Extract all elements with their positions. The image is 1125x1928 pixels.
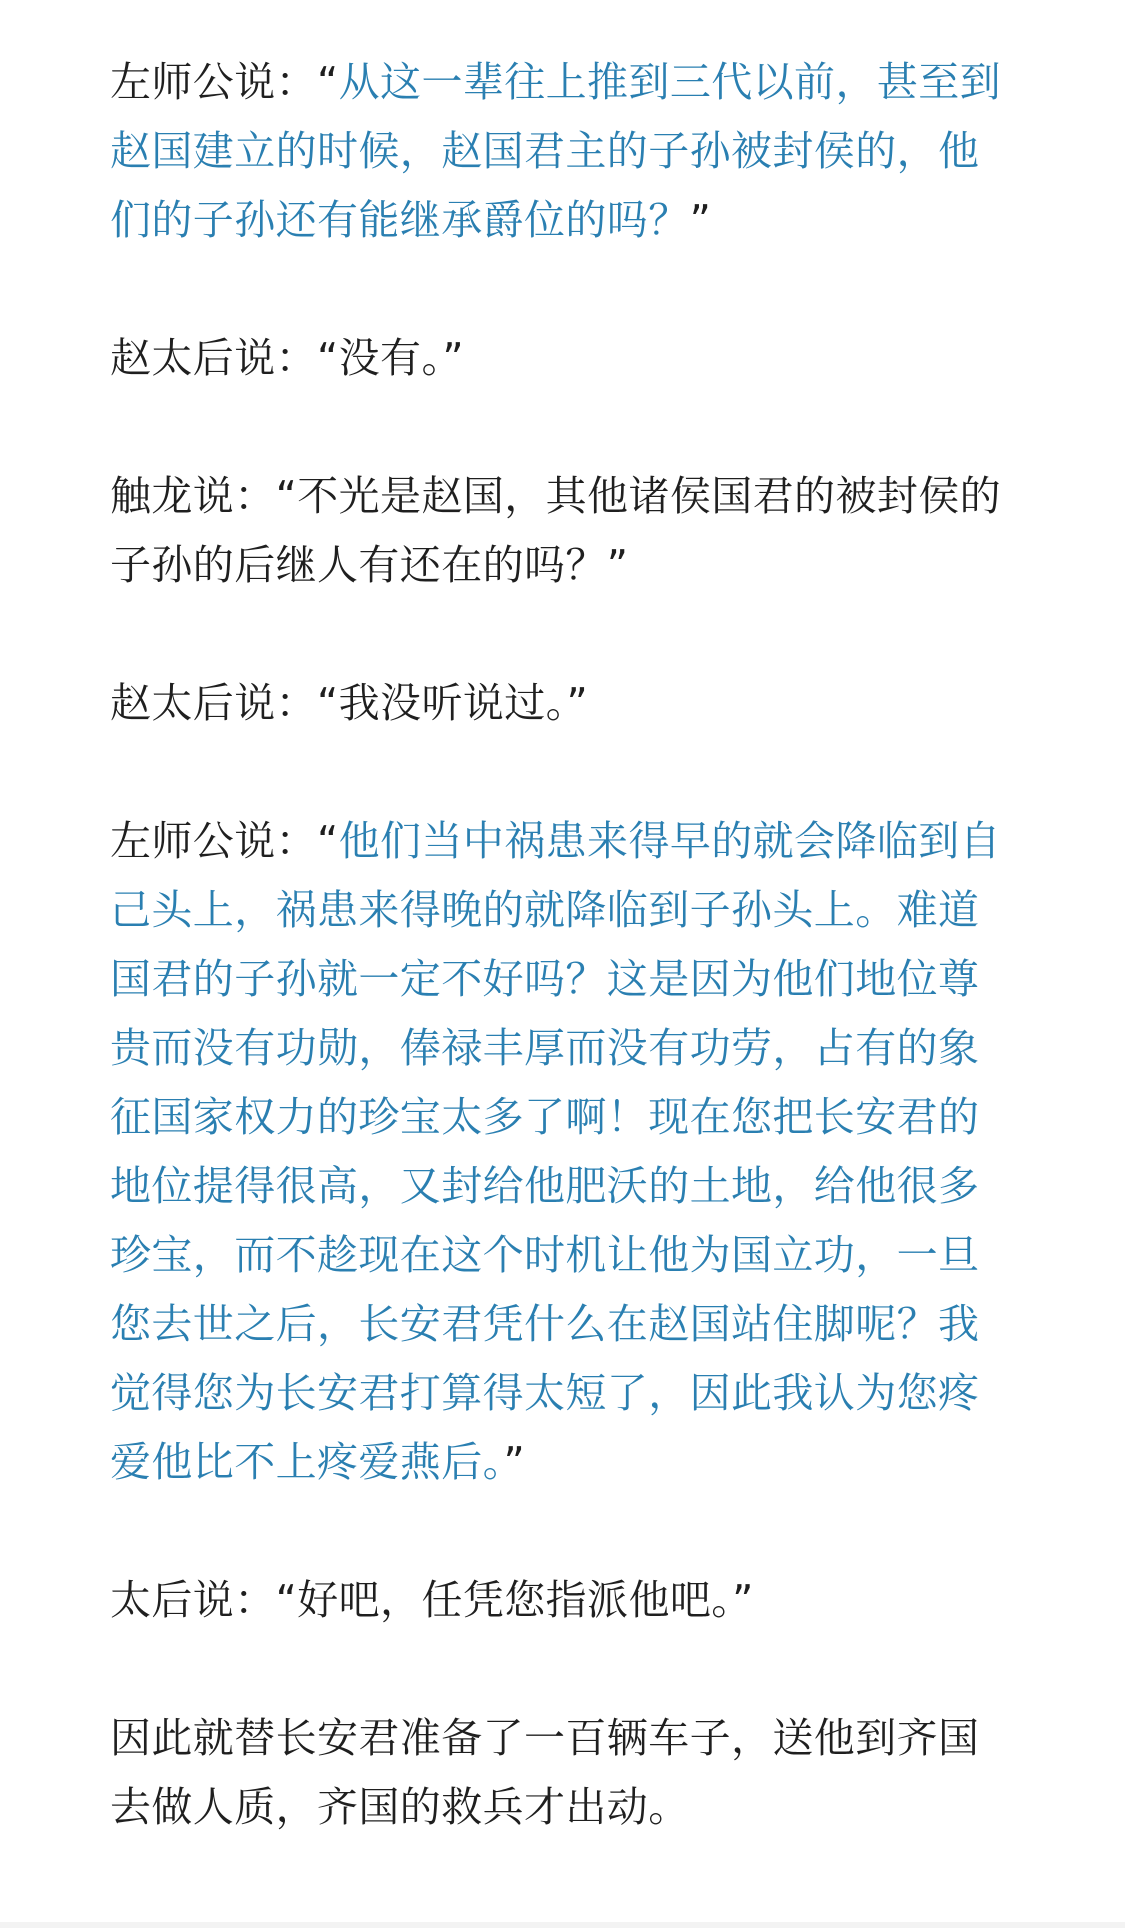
paragraph-chulong: [110, 462, 1020, 600]
quote-text: 从这一辈往上推到三代以前，甚至到赵国建立的时候，赵国君主的子孙被封侯的，他们的子孙还有能继承爵位的吗？: [110, 58, 1002, 244]
speaker-text: 左师公说：“: [110, 58, 339, 106]
bottom-edge: [0, 1922, 1125, 1928]
paragraph-zhaotaihou-2: [110, 669, 1020, 738]
speaker-text: 赵太后说：“我没听说过。”: [110, 679, 589, 727]
paragraph-taihou: [110, 1566, 1020, 1635]
paragraph-zhaotaihou-1: [110, 324, 1020, 393]
paragraph-conclusion: [110, 1704, 1020, 1842]
article-body: [110, 48, 1020, 1842]
quote-close: ”: [503, 1438, 526, 1486]
speaker-text: 触龙说：“不光是赵国，其他诸侯国君的被封侯的子孙的后继人有还在的吗？”: [110, 472, 1002, 589]
speaker-text: 左师公说：“: [110, 817, 339, 865]
speaker-text: 因此就替长安君准备了一百辆车子，送他到齐国去做人质，齐国的救兵才出动。: [110, 1714, 980, 1831]
paragraph-zuoshigong-2: [110, 807, 1020, 1497]
quote-text: 他们当中祸患来得早的就会降临到自己头上，祸患来得晚的就降临到子孙头上。难道国君的子孙就一定不好吗？这是因为他们地位尊贵而没有功勋，俸禄丰厚而没有功劳，占有的象征国家权力的珍宝太多了啊！现在您把长安君的地位提得很高，又封给他肥沃的土地，给他很多珍宝，而不趁现在这个时机让他为国立功，一旦您去世之后，长安君凭什么在赵国站住脚呢？我觉得您为长安君打算得太短了，因此我认为您疼爱他比不上疼爱燕后。: [110, 817, 1002, 1486]
quote-close: ”: [689, 196, 712, 244]
paragraph-zuoshigong-1: [110, 48, 1020, 255]
speaker-text: 赵太后说：“没有。”: [110, 334, 464, 382]
speaker-text: 太后说：“好吧，任凭您指派他吧。”: [110, 1576, 754, 1624]
